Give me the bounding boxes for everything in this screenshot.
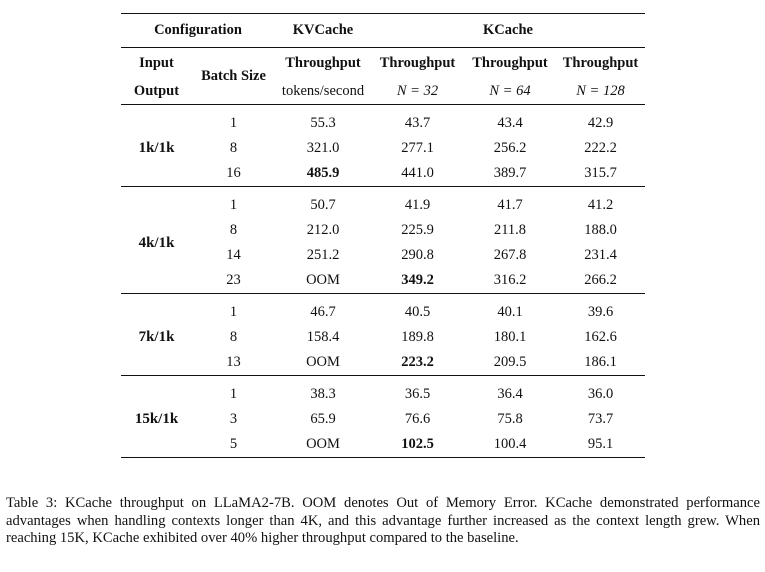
cell-n128: 73.7 <box>587 411 614 427</box>
header-n64-throughput: Throughput <box>472 54 548 71</box>
header-n32: N = 32 <box>396 82 439 99</box>
cell-batch: 23 <box>226 272 241 288</box>
cell-n128: 188.0 <box>584 222 617 238</box>
results-table-container <box>121 13 645 458</box>
header-n32-throughput: Throughput <box>379 54 456 71</box>
cell-batch: 8 <box>229 329 238 345</box>
header-output: Output <box>133 82 180 99</box>
cell-kv: 38.3 <box>310 386 336 402</box>
table-row <box>121 432 645 458</box>
cell-n64: 209.5 <box>493 354 527 370</box>
table-row <box>121 136 645 161</box>
cell-kv: 158.4 <box>306 329 340 345</box>
cell-kv: 251.2 <box>306 247 340 263</box>
cell-kv: 485.9 <box>306 165 340 181</box>
config-cell: 15k/1k <box>134 411 179 427</box>
header-row-groups <box>121 14 645 48</box>
cell-n32: 43.7 <box>404 115 431 131</box>
header-kvcache: KVCache <box>292 22 354 38</box>
cell-n128: 36.0 <box>587 386 614 402</box>
table-row <box>121 407 645 432</box>
table-row <box>121 111 645 136</box>
cell-batch: 16 <box>226 165 241 181</box>
cell-kv: 55.3 <box>310 115 336 131</box>
cell-kv: OOM <box>306 436 340 452</box>
cell-batch: 5 <box>229 436 238 452</box>
cell-n64: 40.1 <box>497 304 523 320</box>
config-cell: 1k/1k <box>138 140 175 156</box>
header-row-throughput <box>121 48 645 79</box>
cell-n128: 186.1 <box>584 354 617 370</box>
cell-kv: 50.7 <box>310 197 336 213</box>
header-batch-size: Batch Size <box>201 67 266 84</box>
cell-n64: 256.2 <box>493 140 527 156</box>
cell-kv: 212.0 <box>306 222 340 238</box>
cell-n32: 102.5 <box>401 436 434 452</box>
cell-n128: 42.9 <box>587 115 614 131</box>
cell-n128: 231.4 <box>584 247 617 263</box>
table-row <box>121 325 645 350</box>
cell-batch: 1 <box>229 197 238 213</box>
table-row <box>121 382 645 407</box>
cell-n32: 76.6 <box>404 411 431 427</box>
cell-n32: 189.8 <box>401 329 434 345</box>
cell-n32: 441.0 <box>401 165 434 181</box>
cell-n32: 223.2 <box>401 354 434 370</box>
table-caption: Table 3: KCache throughput on LLaMA2-7B. OOM denotes Out of Memory Error. KCache demonstrated performance advantages when handling contexts longer than 4K, and this advantage further increased as the context length grew. When reaching 15K, KCache exhibited over 40% higher throughput compared to the baseline. <box>6 495 760 546</box>
header-n128: N = 128 <box>576 82 625 99</box>
cell-kv: 321.0 <box>306 140 340 156</box>
header-kv-throughput: Throughput <box>285 54 361 71</box>
cell-n128: 41.2 <box>587 197 614 213</box>
cell-kv: OOM <box>306 354 340 370</box>
config-cell: 7k/1k <box>138 329 175 345</box>
cell-batch: 14 <box>226 247 241 263</box>
header-configuration: Configuration <box>154 22 242 38</box>
cell-n64: 211.8 <box>493 222 527 238</box>
cell-n128: 315.7 <box>584 165 617 181</box>
cell-batch: 3 <box>229 411 238 427</box>
cell-n32: 225.9 <box>401 222 434 238</box>
cell-n64: 389.7 <box>493 165 527 181</box>
cell-n64: 43.4 <box>497 115 523 131</box>
cell-n32: 36.5 <box>404 386 431 402</box>
cell-n32: 41.9 <box>404 197 431 213</box>
cell-n128: 95.1 <box>587 436 614 452</box>
cell-n128: 222.2 <box>584 140 617 156</box>
table-row <box>121 161 645 187</box>
table-row <box>121 350 645 376</box>
table-row <box>121 218 645 243</box>
cell-n32: 40.5 <box>404 304 431 320</box>
table-body <box>121 105 645 458</box>
cell-batch: 1 <box>229 386 238 402</box>
header-input: Input <box>139 54 174 71</box>
cell-n32: 349.2 <box>401 272 434 288</box>
cell-n64: 180.1 <box>493 329 527 345</box>
cell-n64: 41.7 <box>497 197 523 213</box>
cell-batch: 1 <box>229 115 238 131</box>
cell-batch: 8 <box>229 140 238 156</box>
table-row <box>121 193 645 218</box>
table-row <box>121 268 645 294</box>
cell-kv: OOM <box>306 272 340 288</box>
throughput-table <box>121 13 645 458</box>
cell-n64: 100.4 <box>493 436 527 452</box>
cell-n128: 39.6 <box>587 304 614 320</box>
cell-n128: 266.2 <box>584 272 617 288</box>
table-row <box>121 243 645 268</box>
cell-n64: 316.2 <box>493 272 527 288</box>
cell-kv: 46.7 <box>310 304 336 320</box>
header-n128-throughput: Throughput <box>562 54 639 71</box>
cell-n64: 36.4 <box>497 386 523 402</box>
cell-batch: 1 <box>229 304 238 320</box>
cell-kv: 65.9 <box>310 411 336 427</box>
header-kcache: KCache <box>483 22 533 38</box>
cell-n32: 290.8 <box>401 247 434 263</box>
table-row <box>121 300 645 325</box>
header-units: tokens/second <box>281 82 365 99</box>
header-n64: N = 64 <box>489 82 531 99</box>
cell-batch: 13 <box>226 354 241 370</box>
cell-n32: 277.1 <box>401 140 434 156</box>
cell-batch: 8 <box>229 222 238 238</box>
cell-n64: 267.8 <box>493 247 527 263</box>
cell-n128: 162.6 <box>584 329 617 345</box>
cell-n64: 75.8 <box>497 411 523 427</box>
config-cell: 4k/1k <box>138 234 175 251</box>
